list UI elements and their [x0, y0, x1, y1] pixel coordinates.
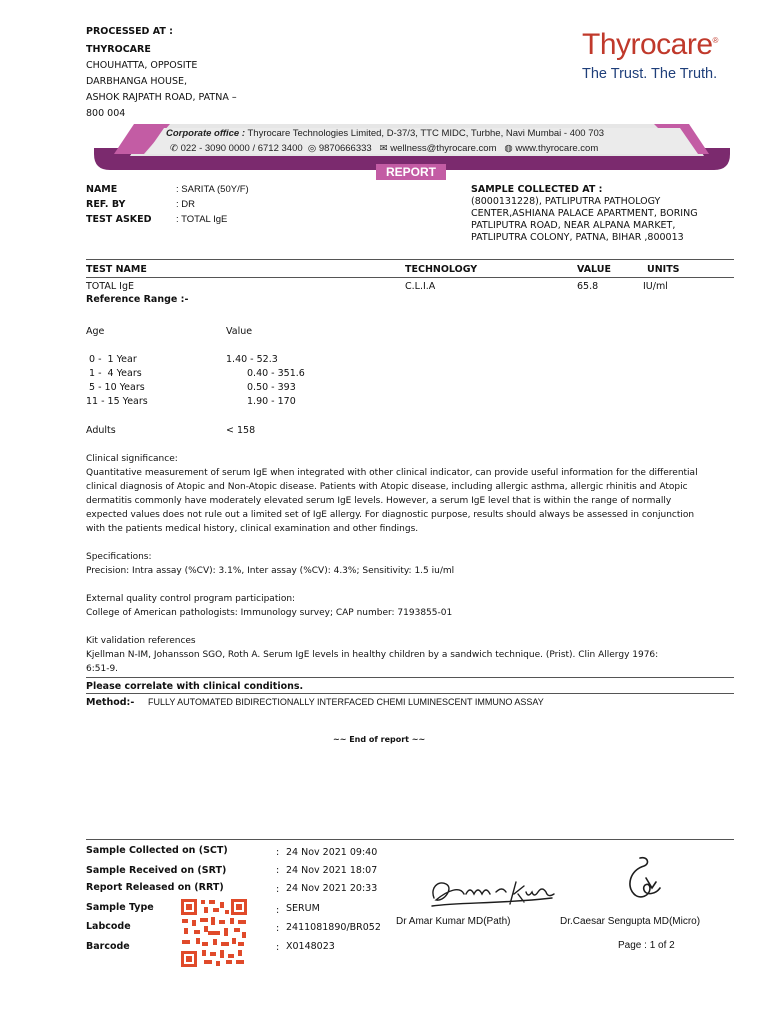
corporate-address: Thyrocare Technologies Limited, D-37/3, TTC MIDC, Turbhe, Navi Mumbai - 400 703	[245, 128, 605, 139]
result-technology: C.L.I.A	[405, 281, 436, 292]
test-asked-value: : TOTAL IgE	[176, 214, 228, 225]
clinical-line-1: Quantitative measurement of serum IgE when integrated with other clinical indicator, can provide useful information for the differential	[86, 468, 698, 478]
kit-section	[86, 634, 658, 676]
ref-value: : DR	[176, 199, 195, 210]
email-address: wellness@thyrocare.com	[390, 143, 497, 154]
end-of-report: ~~ End of report ~~	[333, 735, 426, 744]
ref-age-row-2: 1 - 4 Years	[86, 368, 142, 379]
processed-address-4: 800 004	[86, 108, 126, 119]
barcode-label: Barcode	[86, 941, 130, 952]
page-number: Page : 1 of 2	[618, 940, 675, 951]
sample-at-line-4: PATLIPUTRA COLONY, PATNA, BIHAR ,800013	[471, 232, 684, 243]
clinical-line-2: clinical diagnosis of Atopic and Non-Atopic disease. Patients with Atopic disease, including allergic asthma, allergic rhinitis and Atopic	[86, 482, 688, 492]
corporate-banner	[94, 124, 730, 182]
name-label: NAME	[86, 184, 118, 195]
result-units: IU/ml	[643, 281, 668, 292]
kit-heading: Kit validation references	[86, 636, 196, 646]
processed-address-3: ASHOK RAJPATH ROAD, PATNA –	[86, 92, 237, 103]
processed-address-1: CHOUHATTA, OPPOSITE	[86, 60, 198, 71]
rrt-value: 24 Nov 2021 20:33	[286, 883, 378, 894]
logo-text: Thyrocare	[582, 28, 713, 61]
sample-at-heading: SAMPLE COLLECTED AT :	[471, 184, 603, 195]
table-header-rule	[86, 277, 734, 278]
clinical-line-5: with the patients medical history, clinical examination and other findings.	[86, 524, 419, 534]
contact-line	[170, 143, 598, 154]
corporate-office-line	[166, 128, 604, 139]
name-value: : SARITA (50Y/F)	[176, 184, 249, 195]
ref-adults-value: < 158	[226, 425, 256, 436]
eqc-section	[86, 592, 452, 620]
corporate-label: Corporate office :	[166, 128, 246, 139]
doctor-2-name: Dr.Caesar Sengupta MD(Micro)	[560, 916, 701, 927]
specifications-text: Precision: Intra assay (%CV): 3.1%, Inter assay (%CV): 4.3%; Sensitivity: 1.5 iu/ml	[86, 566, 455, 576]
reference-range-title: Reference Range :-	[86, 294, 189, 305]
signature-caesar-sengupta	[620, 852, 670, 912]
method-rule	[86, 693, 734, 694]
labcode-label: Labcode	[86, 921, 131, 932]
ref-value-row-4: 1.90 - 170	[247, 396, 296, 407]
processed-address-2: DARBHANGA HOUSE,	[86, 76, 188, 87]
sample-at-line-1: (8000131228), PATLIPUTRA PATHOLOGY	[471, 196, 661, 207]
processed-heading: PROCESSED AT :	[86, 26, 173, 37]
ref-age-row-1: 0 - 1 Year	[86, 354, 137, 365]
phone-icon: ✆	[170, 143, 178, 154]
header-units: UNITS	[647, 264, 680, 275]
labcode-value: 2411081890/BR052	[286, 922, 381, 933]
processed-lab: THYROCARE	[86, 44, 151, 55]
sample-at-line-2: CENTER,ASHIANA PALACE APARTMENT, BORING	[471, 208, 698, 219]
header-test-name: TEST NAME	[86, 264, 147, 275]
brand-logo	[582, 24, 732, 82]
ref-age-header: Age	[86, 326, 105, 337]
trademark-mark: ®	[712, 36, 718, 45]
sct-label: Sample Collected on (SCT)	[86, 845, 228, 856]
sample-type-label: Sample Type	[86, 902, 154, 913]
labcode-colon: :	[276, 923, 280, 934]
sct-value: 24 Nov 2021 09:40	[286, 847, 378, 858]
ref-value-row-3: 0.50 - 393	[247, 382, 296, 393]
ref-age-row-3: 5 - 10 Years	[86, 382, 145, 393]
clinical-line-3: dermatitis commonly have moderately elevated serum IgE levels. However, a serum IgE level that is within the range of normally	[86, 496, 672, 506]
eqc-text: College of American pathologists: Immunology survey; CAP number: 7193855-01	[86, 608, 453, 618]
phone-number: 022 - 3090 0000 / 6712 3400	[180, 143, 303, 154]
ref-value-row-1: 1.40 - 52.3	[226, 354, 278, 365]
rrt-colon: :	[276, 884, 280, 895]
footer-rule	[86, 839, 734, 840]
whatsapp-icon: ◎	[307, 143, 317, 154]
ref-label: REF. BY	[86, 199, 126, 210]
sct-colon: :	[276, 847, 280, 858]
sample-type-value: SERUM	[286, 903, 320, 914]
doctor-1-name: Dr Amar Kumar MD(Path)	[396, 916, 511, 927]
ref-value-row-2: 0.40 - 351.6	[247, 368, 305, 379]
clinical-line-4: expected values does not rule out a limited set of IgE allergy. For diagnostic purpose, results should always be assessed in conjunction	[86, 510, 695, 520]
srt-colon: :	[276, 865, 280, 876]
qr-code	[180, 898, 248, 968]
signature-amar-kumar	[420, 868, 560, 918]
clinical-section	[86, 452, 734, 536]
brand-tagline: The Trust. The Truth.	[582, 66, 718, 82]
kit-line-2: 6:51-9.	[86, 664, 119, 674]
eqc-heading: External quality control program participation:	[86, 594, 296, 604]
ref-value-header: Value	[226, 326, 253, 337]
website: www.thyrocare.com	[515, 143, 599, 154]
header-value: VALUE	[577, 264, 611, 275]
specifications-section	[86, 550, 454, 578]
result-value: 65.8	[577, 281, 599, 292]
sample-type-colon: :	[276, 905, 280, 916]
test-asked-label: TEST ASKED	[86, 214, 152, 225]
header-technology: TECHNOLOGY	[405, 264, 478, 275]
report-label: REPORT	[385, 165, 436, 179]
result-test-name: TOTAL IgE	[86, 281, 134, 292]
barcode-value: X0148023	[286, 941, 335, 952]
srt-value: 24 Nov 2021 18:07	[286, 865, 378, 876]
sample-at-line-3: PATLIPUTRA ROAD, NEAR ALPANA MARKET,	[471, 220, 676, 231]
correlate-note: Please correlate with clinical conditions.	[86, 681, 304, 692]
barcode-colon: :	[276, 942, 280, 953]
clinical-heading: Clinical significance:	[86, 454, 178, 464]
specifications-heading: Specifications:	[86, 552, 152, 562]
globe-icon: ◍	[504, 143, 513, 154]
srt-label: Sample Received on (SRT)	[86, 865, 227, 876]
ref-adults-label: Adults	[86, 425, 116, 436]
kit-line-1: Kjellman N-IM, Johansson SGO, Roth A. Serum IgE levels in healthy children by a sandwich technique. (Prist). Clin Allergy 1976:	[86, 650, 659, 660]
whatsapp-number: 9870666333	[318, 143, 372, 154]
email-icon: ✉	[379, 143, 388, 154]
method-label: Method:-	[86, 697, 135, 708]
correlate-top-rule	[86, 677, 734, 678]
ref-age-row-4: 11 - 15 Years	[86, 396, 148, 407]
method-text: FULLY AUTOMATED BIDIRECTIONALLY INTERFACED CHEMI LUMINESCENT IMMUNO ASSAY	[148, 697, 544, 707]
rrt-label: Report Released on (RRT)	[86, 882, 224, 893]
table-top-rule	[86, 259, 734, 260]
